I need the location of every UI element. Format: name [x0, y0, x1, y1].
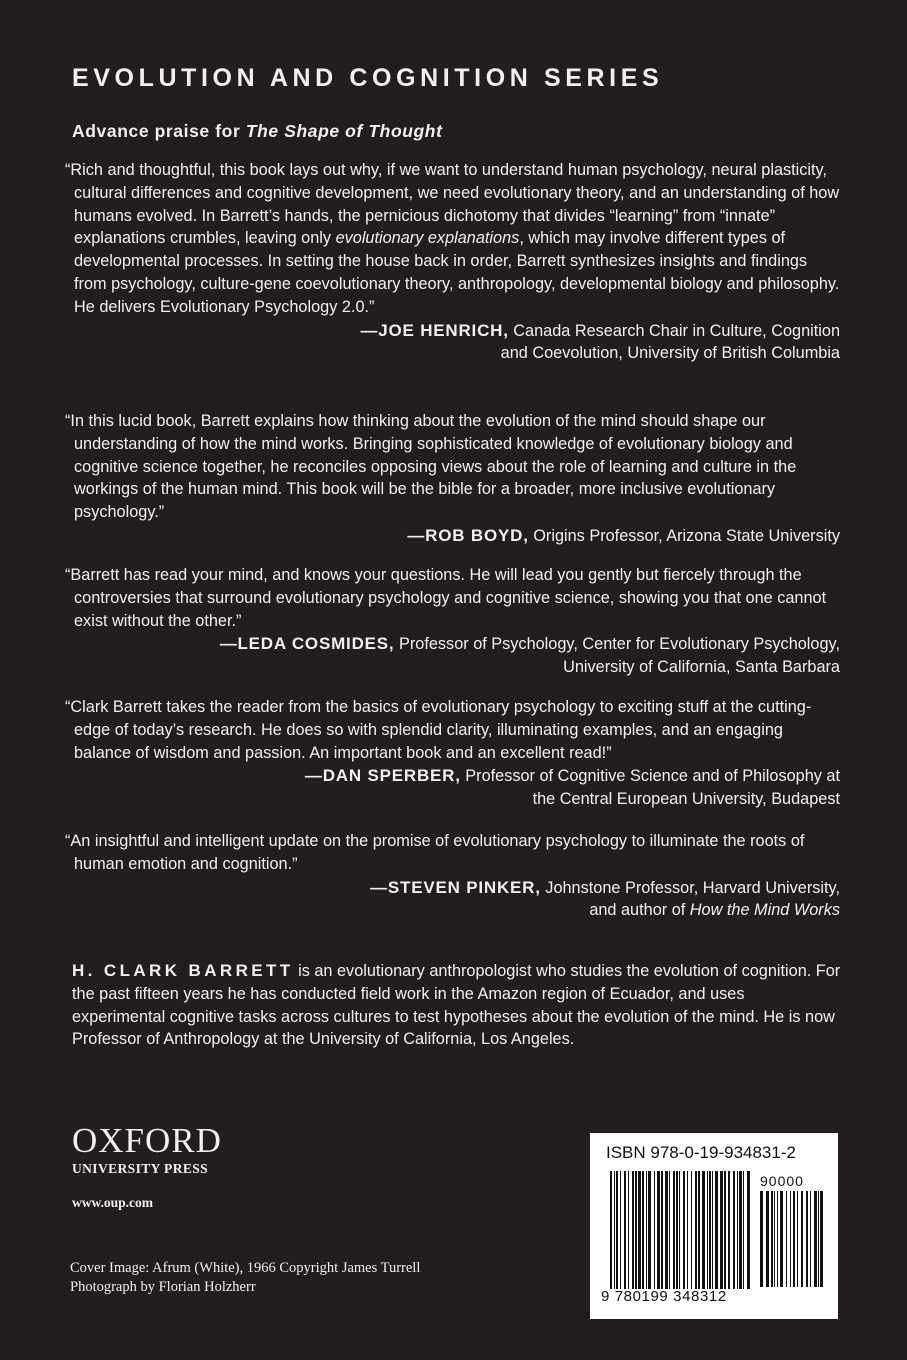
- blurb-text: [65, 159, 840, 319]
- blurb-sperber: [65, 696, 840, 811]
- publisher-name: OXFORD: [72, 1121, 222, 1160]
- blurb-boyd: [65, 410, 840, 548]
- isbn-label: ISBN 978-0-19-934831-2: [606, 1143, 796, 1162]
- attribution: [65, 765, 840, 811]
- attribution: [65, 320, 840, 366]
- credit-line: Photograph by Florian Holzherr: [70, 1279, 256, 1295]
- barcode-digits: 9 780199 348312: [601, 1288, 727, 1305]
- blurb-text: “Clark Barrett takes the reader from the basics of evolutionary psychology to exciting stuff at the cutting-edge of today’s research. He does so with splendid clarity, illuminating examples, and an engaging balance of wisdom and passion. An important book and an excellent read!”: [65, 698, 812, 762]
- attribution-affiliation: Professor of Cognitive Science and of Philosophy at: [460, 767, 840, 786]
- attribution-affiliation: Canada Research Chair in Culture, Cognition: [508, 321, 840, 340]
- attribution-affiliation: and author of: [589, 901, 690, 920]
- attribution-affiliation: the Central European University, Budapest: [532, 790, 840, 809]
- blurb-text-emphasis: evolutionary explanations: [335, 229, 520, 248]
- blurb-text: “In this lucid book, Barrett explains how thinking about the evolution of the mind should shape our understanding of how the mind works. Bringing sophisticated knowledge of evolutionary biology and cognitive science together, he reconciles opposing views about the role of learning and culture in the workings of the human mind. This book will be the bible for a broader, more inclusive evolutionary psychology.”: [65, 412, 797, 522]
- blurb-henrich: [65, 159, 840, 365]
- blurb-text: “Barrett has read your mind, and knows your questions. He will lead you gently but fiercely through the controversies that surround evolutionary psychology and cognitive science, showing you that one cannot exist without the other.”: [65, 566, 827, 630]
- attribution: [65, 633, 840, 679]
- author-bio-text: is an evolutionary anthropologist who studies the evolution of cognition. For the past fifteen years he has conducted field work in the Amazon region of Ecuador, and uses experimental cognitive tasks across cultures to test hypotheses about the evolution of the mind. He is now Professor of Anthropology at the University of California, Los Angeles.: [72, 962, 841, 1049]
- attribution: [65, 525, 840, 548]
- attribution-affiliation: Professor of Psychology, Center for Evolutionary Psychology,: [394, 635, 840, 654]
- cover-credits: [70, 1259, 420, 1297]
- book-title-reference: How the Mind Works: [689, 901, 840, 920]
- blurb-text: “An insightful and intelligent update on the promise of evolutionary psychology to illuminate the roots of human emotion and cognition.”: [65, 832, 805, 873]
- attribution-name: —ROB BOYD,: [407, 525, 529, 545]
- attribution-affiliation: University of California, Santa Barbara: [563, 658, 840, 677]
- blurb-cosmides: [65, 564, 840, 679]
- praise-heading: [72, 121, 443, 142]
- barcode-addon-digits: 90000: [760, 1173, 804, 1189]
- attribution-affiliation: and Coevolution, University of British Columbia: [500, 344, 840, 363]
- book-title: The Shape of Thought: [245, 121, 443, 141]
- praise-prefix: Advance praise for: [72, 121, 246, 141]
- blurb-text-part: , which may involve different types of developmental processes. In setting the house back in order, Barrett synthesizes insights and findings from psychology, culture-gene coevolutionary theory, anthropology, developmental biology and philosophy. He delivers Evolutionary Psychology 2.0.”: [74, 229, 840, 316]
- publisher-sub: UNIVERSITY PRESS: [72, 1161, 209, 1176]
- isbn-barcode-box: [590, 1133, 838, 1319]
- attribution-affiliation: Johnstone Professor, Harvard University,: [540, 878, 840, 897]
- attribution-name: —STEVEN PINKER,: [370, 877, 541, 897]
- credit-line: Cover Image: Afrum (White), 1966 Copyright James Turrell: [70, 1260, 421, 1276]
- attribution: [65, 877, 840, 923]
- series-title: EVOLUTION AND COGNITION SERIES: [72, 64, 664, 92]
- blurb-pinker: [65, 830, 840, 922]
- publisher-logo: [72, 1121, 222, 1177]
- publisher-url: www.oup.com: [72, 1195, 154, 1210]
- attribution-name: —JOE HENRICH,: [360, 320, 509, 340]
- blurb-text-part: “Rich and thoughtful, this book lays out why, if we want to understand human psychology, neural plasticity, cultural differences and cognitive development, we need evolutionary theory, and an understanding of how humans evolved. In Barrett’s hands, the pernicious dichotomy that divides “learning” from “innate” explanations crumbles, leaving only: [65, 161, 840, 248]
- attribution-name: —DAN SPERBER,: [304, 766, 461, 786]
- attribution-name: —LEDA COSMIDES,: [219, 634, 395, 654]
- author-name: H. CLARK BARRETT: [72, 961, 294, 980]
- attribution-affiliation: Origins Professor, Arizona State University: [528, 526, 840, 545]
- author-bio: [72, 960, 842, 1051]
